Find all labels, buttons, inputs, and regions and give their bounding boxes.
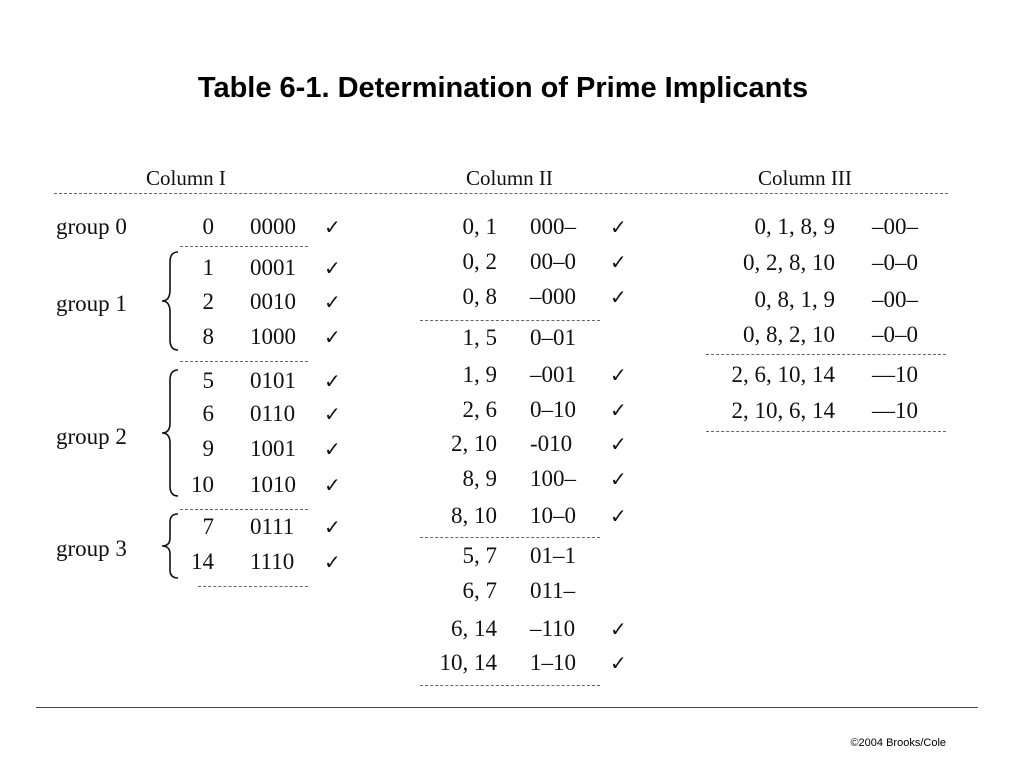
group-divider xyxy=(706,354,946,355)
group-label-3: group 3 xyxy=(56,536,127,561)
header-divider xyxy=(54,193,948,194)
prime-implicant-bits: –00– xyxy=(872,287,918,312)
minterm-number: 8 xyxy=(202,324,214,349)
footer-divider xyxy=(36,707,978,708)
minterm-number: 9 xyxy=(202,436,214,461)
implicant-terms: 1, 5 xyxy=(462,325,497,350)
minterm-bits: 1000 xyxy=(250,324,296,349)
group-divider xyxy=(180,361,308,362)
check-mark: ✓ xyxy=(610,467,627,491)
check-mark: ✓ xyxy=(610,285,627,309)
implicant-bits: –000 xyxy=(530,284,576,309)
check-mark: ✓ xyxy=(324,215,341,239)
implicant-bits: 0–10 xyxy=(530,397,576,422)
prime-implicant-bits: ––10 xyxy=(872,362,918,387)
implicant-bits: 011– xyxy=(530,578,576,603)
group-divider xyxy=(420,320,600,321)
check-mark: ✓ xyxy=(610,504,627,528)
prime-implicant-bits: –00– xyxy=(872,214,918,239)
implicant-terms: 10, 14 xyxy=(439,650,497,675)
minterm-number: 2 xyxy=(202,289,214,314)
column-header-3: Column III xyxy=(758,166,852,190)
minterm-bits: 0111 xyxy=(250,514,295,539)
implicant-terms: 0, 2 xyxy=(462,249,497,274)
prime-implicant-terms: 0, 1, 8, 9 xyxy=(754,214,835,239)
check-mark: ✓ xyxy=(610,363,627,387)
check-mark: ✓ xyxy=(324,473,341,497)
minterm-bits: 0000 xyxy=(250,214,296,239)
minterm-bits: 0010 xyxy=(250,289,296,314)
prime-implicant-terms: 0, 8, 2, 10 xyxy=(743,322,835,347)
group-label-0: group 0 xyxy=(56,214,127,239)
brace-group-1 xyxy=(160,250,180,352)
implicant-terms: 2, 10 xyxy=(451,431,497,456)
minterm-number: 14 xyxy=(191,549,214,574)
implicant-bits: 000– xyxy=(530,214,576,239)
check-mark: ✓ xyxy=(610,432,627,456)
implicant-bits: 0–01 xyxy=(530,325,576,350)
implicant-terms: 6, 7 xyxy=(462,578,497,603)
implicant-terms: 5, 7 xyxy=(462,543,497,568)
group-divider xyxy=(180,509,308,510)
check-mark: ✓ xyxy=(610,215,627,239)
minterm-number: 1 xyxy=(202,255,214,280)
check-mark: ✓ xyxy=(610,617,627,641)
check-mark: ✓ xyxy=(324,256,341,280)
check-mark: ✓ xyxy=(610,250,627,274)
check-mark: ✓ xyxy=(324,369,341,393)
group-divider xyxy=(198,586,308,587)
group-divider xyxy=(420,537,600,538)
group-divider xyxy=(180,246,308,247)
copyright: ©2004 Brooks/Cole xyxy=(850,737,946,749)
implicant-bits: –110 xyxy=(530,616,576,641)
implicant-terms: 1, 9 xyxy=(462,362,497,387)
check-mark: ✓ xyxy=(610,398,627,422)
implicant-bits: –001 xyxy=(530,362,576,387)
minterm-bits: 0101 xyxy=(250,368,296,393)
minterm-bits: 1110 xyxy=(250,549,295,574)
check-mark: ✓ xyxy=(324,290,341,314)
check-mark: ✓ xyxy=(610,651,627,675)
minterm-number: 5 xyxy=(202,368,214,393)
implicant-terms: 6, 14 xyxy=(451,616,497,641)
group-label-2: group 2 xyxy=(56,424,127,449)
column-header-2: Column II xyxy=(466,166,553,190)
implicant-bits: 00–0 xyxy=(530,249,576,274)
group-divider xyxy=(706,431,946,432)
prime-implicant-bits: –0–0 xyxy=(872,250,918,275)
minterm-bits: 1010 xyxy=(250,472,296,497)
prime-implicant-bits: ––10 xyxy=(872,398,918,423)
minterm-number: 7 xyxy=(202,514,214,539)
brace-group-2 xyxy=(160,368,180,498)
check-mark: ✓ xyxy=(324,550,341,574)
minterm-number: 6 xyxy=(202,401,214,426)
minterm-bits: 1001 xyxy=(250,436,296,461)
prime-implicant-terms: 0, 8, 1, 9 xyxy=(754,287,835,312)
implicant-terms: 2, 6 xyxy=(462,397,497,422)
prime-implicant-bits: –0–0 xyxy=(872,322,918,347)
minterm-bits: 0001 xyxy=(250,255,296,280)
prime-implicant-terms: 0, 2, 8, 10 xyxy=(743,250,835,275)
implicant-bits: -010 xyxy=(530,431,573,456)
implicant-terms: 8, 9 xyxy=(462,466,497,491)
group-divider xyxy=(420,685,600,686)
implicant-bits: 01–1 xyxy=(530,543,576,568)
implicant-terms: 0, 8 xyxy=(462,284,497,309)
group-label-1: group 1 xyxy=(56,291,127,316)
minterm-bits: 0110 xyxy=(250,401,296,426)
brace-group-3 xyxy=(160,512,180,580)
check-mark: ✓ xyxy=(324,402,341,426)
implicant-bits: 10–0 xyxy=(530,503,576,528)
implicant-terms: 8, 10 xyxy=(451,503,497,528)
minterm-number: 0 xyxy=(202,214,214,239)
implicant-bits: 100– xyxy=(530,466,576,491)
minterm-number: 10 xyxy=(191,472,214,497)
prime-implicant-terms: 2, 6, 10, 14 xyxy=(731,362,835,387)
implicant-terms: 0, 1 xyxy=(462,214,497,239)
page-title: Table 6-1. Determination of Prime Implicants xyxy=(197,72,809,104)
column-header-1: Column I xyxy=(146,166,226,190)
implicant-bits: 1–10 xyxy=(530,650,576,675)
check-mark: ✓ xyxy=(324,515,341,539)
check-mark: ✓ xyxy=(324,325,341,349)
check-mark: ✓ xyxy=(324,437,341,461)
prime-implicant-terms: 2, 10, 6, 14 xyxy=(731,398,835,423)
